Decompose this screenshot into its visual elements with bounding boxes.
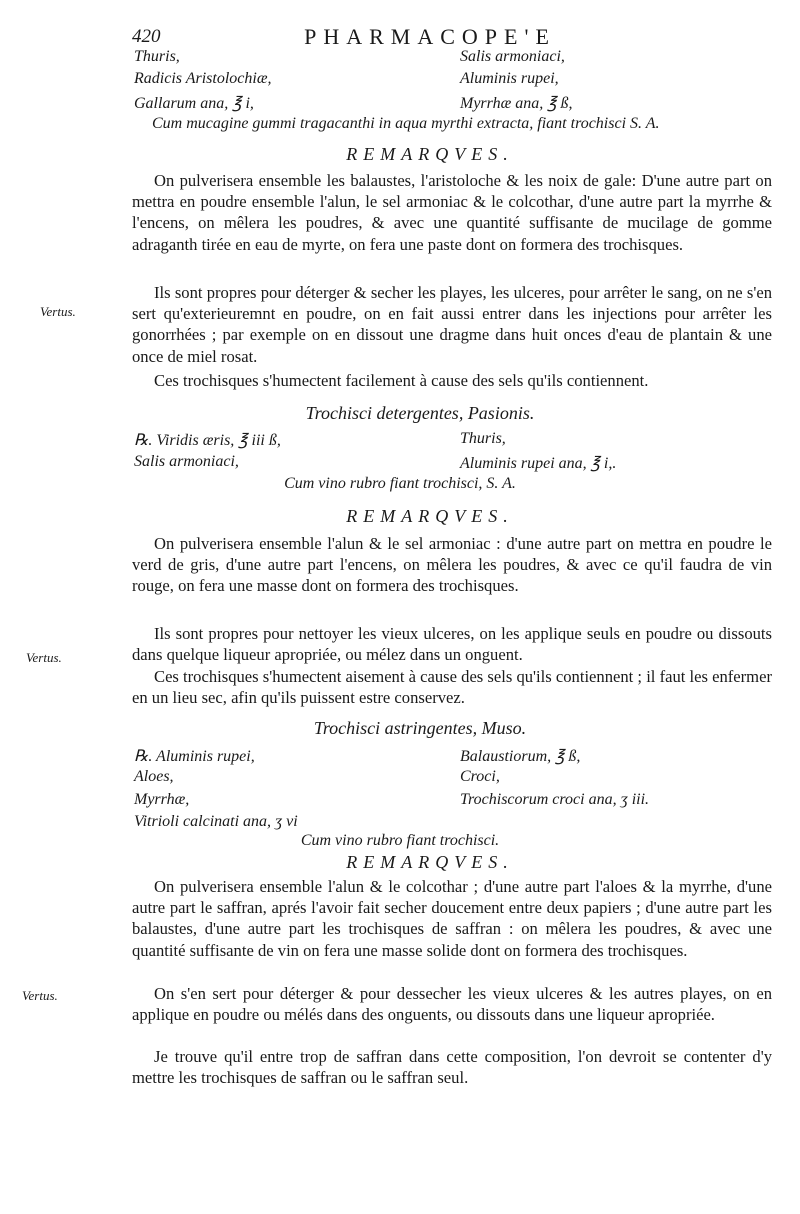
paragraph: On pulverisera ensemble les balaustes, l'aristoloche & les noix de gale: D'une autre part on mettra en poudre ensemble l'alun, le sel armoniac & le colcothar, d'une autre part la myrrhe & l'encens, on mêlera les poudres, & avec une quantité suffisante de mucilage de gomme adraganth tirée en eau de myrte, on fera une paste dont on formera des trochisques. — [132, 171, 772, 254]
paragraph: On pulverisera ensemble l'alun & le colcothar ; d'une autre part l'aloes & la myrrhe, d'une autre part le saffran, aprés l'avoir fait secher doucement entre deux papiers ; d'une autre part les balaustes, d'une autre part les trochisques de saffran : on mêlera les poudres, & avec une quantité suffisante de vin on fera une masse solide dont on formera des trochisques. — [132, 877, 772, 960]
ingredient-left: Vitrioli calcinati ana, ʒ vi — [134, 813, 298, 830]
ingredient-right: Trochiscorum croci ana, ʒ iii. — [460, 791, 650, 808]
paragraph: Je trouve qu'il entre trop de saffran dans cette composition, l'on devroit se contenter d'y mettre les trochisques de saffran ou le saffran seul. — [132, 1047, 772, 1088]
running-title: PHARMACOPE'E — [304, 24, 556, 49]
margin-note: Vertus. — [26, 650, 62, 665]
remarques-heading: REMARQVES. — [346, 852, 514, 872]
ingredient-right: Balaustiorum, ℥ ß, — [460, 748, 581, 765]
ingredient-right: Aluminis rupei, — [460, 70, 559, 87]
ingredient-left: ℞. Viridis æris, ℥ iii ß, — [134, 432, 281, 449]
remarques-heading: REMARQVES. — [346, 506, 514, 526]
ingredient-left: Aloes, — [134, 768, 174, 785]
paragraph: Ces trochisques s'humectent facilement à cause des sels qu'ils contiennent. — [154, 371, 649, 390]
ingredient-left: Gallarum ana, ℥ i, — [134, 95, 254, 112]
ingredient-right: Salis armoniaci, — [460, 48, 565, 65]
margin-note: Vertus. — [40, 304, 76, 319]
remarques-heading: REMARQVES. — [346, 144, 514, 164]
ingredient-left: Salis armoniaci, — [134, 453, 239, 470]
recipe-title: Trochisci astringentes, Muso. — [313, 718, 527, 738]
recipe-final-line: Cum vino rubro fiant trochisci, S. A. — [284, 475, 516, 492]
page-number: 420 — [132, 26, 161, 47]
ingredient-left: ℞. Aluminis rupei, — [134, 748, 255, 765]
ingredient-left: Radicis Aristolochiæ, — [134, 70, 272, 87]
recipe-title: Trochisci detergentes, Pasionis. — [305, 403, 535, 423]
ingredient-right: Croci, — [460, 768, 500, 785]
paragraph: On pulverisera ensemble l'alun & le sel armoniac : d'une autre part on mettra en poudre le verd de gris, d'une autre part l'encens, on mêlera les poudres, & avec ce qu'il faudra de vin rouge, on fera une masse dont on formera des trochisques. — [132, 534, 772, 596]
recipe-final-line: Cum vino rubro fiant trochisci. — [300, 832, 500, 849]
ingredient-left: Myrrhæ, — [134, 791, 190, 808]
recipe-final-line: Cum mucagine gummi tragacanthi in aqua myrthi extracta, fiant trochisci S. A. — [152, 115, 660, 132]
ingredient-right: Thuris, — [460, 430, 506, 447]
ingredient-left: Thuris, — [134, 48, 180, 65]
paragraph: Ces trochisques s'humectent aisement à cause des sels qu'ils contiennent ; il faut les enfermer en un lieu sec, afin qu'ils puissent estre conservez. — [132, 667, 772, 708]
paragraph: On s'en sert pour déterger & pour dessecher les vieux ulceres & les autres playes, on en applique en poudre ou mélés dans des onguents, ou dissouts dans une liqueur apropriée. — [132, 984, 772, 1025]
paragraph: Ils sont propres pour déterger & secher les playes, les ulceres, pour arrêter le sang, on ne s'en sert qu'exterieuremnt en poudre, on en fait aussi entrer dans les injections pour arrêter les gonorrhées ; par exemple on en dissout une dragme dans huit onces d'eau de plantain & une once de miel rosat. — [132, 283, 772, 366]
ingredient-right: Myrrhæ ana, ℥ ß, — [460, 95, 573, 112]
paragraph: Ils sont propres pour nettoyer les vieux ulceres, on les applique seuls en poudre ou dissouts dans quelque liqueur apropriée, ou mélez dans un onguent. — [132, 624, 772, 665]
ingredient-right: Aluminis rupei ana, ℥ i,. — [460, 455, 617, 472]
margin-note: Vertus. — [22, 988, 58, 1003]
